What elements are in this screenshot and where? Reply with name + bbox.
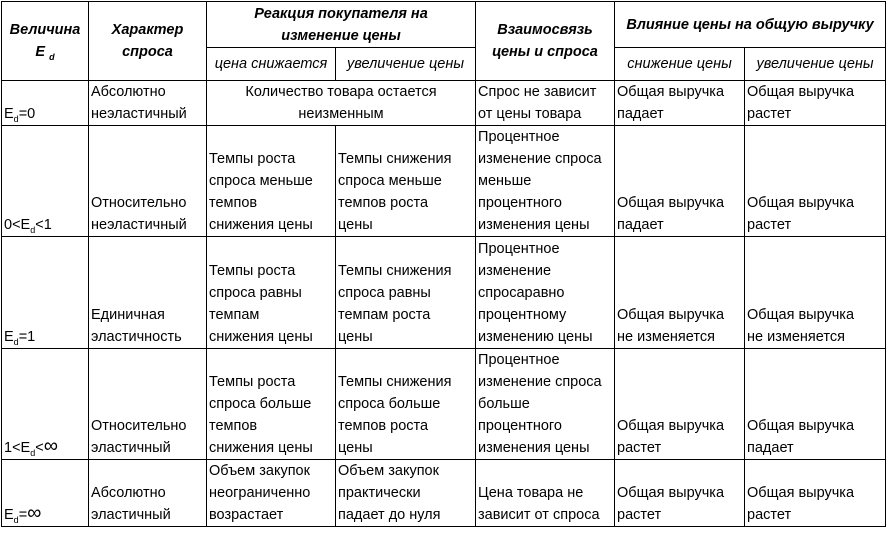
revenue-decrease-cell: Общая выручка не изменяется	[615, 237, 745, 349]
character-cell: Относительно эластичный	[89, 349, 207, 460]
header-price-increases: увеличение цены	[336, 48, 476, 81]
table-row	[2, 81, 886, 126]
ed-cell: $E_d=1$	[2, 237, 89, 349]
character-cell: Единичная эластичность	[89, 237, 207, 349]
reaction-down-cell: Объем закупок неограниченно возрастает	[207, 460, 336, 527]
reaction-down-cell: Темпы роста спроса равны темпам снижения цены	[207, 237, 336, 349]
relationship-cell: Процентное изменение спроса меньше процентного изменения цены	[476, 126, 615, 237]
header-row-1	[2, 2, 886, 48]
table-row	[2, 237, 886, 349]
header-magnitude	[2, 2, 89, 81]
header-magnitude-line1: Величина	[9, 22, 81, 38]
elasticity-table	[1, 1, 886, 527]
table-row	[2, 126, 886, 237]
revenue-decrease-cell: Общая выручка падает	[615, 126, 745, 237]
header-demand-character: Характер спроса	[89, 2, 207, 81]
revenue-increase-cell: Общая выручка растет	[745, 126, 886, 237]
character-cell: Абсолютно эластичный	[89, 460, 207, 527]
revenue-decrease-cell: Общая выручка растет	[615, 460, 745, 527]
reaction-up-cell: Темпы снижения спроса больше темпов роста цены	[336, 349, 476, 460]
header-relationship: Взаимосвязь цены и спроса	[476, 2, 615, 81]
header-magnitude-sub: d	[49, 51, 55, 62]
relationship-cell: Спрос не зависит от цены товара	[476, 81, 615, 126]
relationship-cell: Процентное изменение спросаравно процентному изменению цены	[476, 237, 615, 349]
character-cell: Абсолютно неэластичный	[89, 81, 207, 126]
reaction-down-cell: Темпы роста спроса меньше темпов снижения цены	[207, 126, 336, 237]
revenue-decrease-cell: Общая выручка падает	[615, 81, 745, 126]
header-price-decrease: снижение цены	[615, 48, 745, 81]
ed-cell: $E_d=0$	[2, 81, 89, 126]
header-buyer-reaction: Реакция покупателя на изменение цены	[207, 2, 476, 48]
header-price-decreases: цена снижается	[207, 48, 336, 81]
table-row	[2, 349, 886, 460]
reaction-merged-cell: Количество товара остается неизменным	[207, 81, 476, 126]
reaction-up-cell: Темпы снижения спроса меньше темпов роста цены	[336, 126, 476, 237]
relationship-cell: Процентное изменение спроса больше процентного изменения цены	[476, 349, 615, 460]
character-cell: Относительно неэластичный	[89, 126, 207, 237]
revenue-decrease-cell: Общая выручка растет	[615, 349, 745, 460]
revenue-increase-cell: Общая выручка растет	[745, 460, 886, 527]
reaction-up-cell: Объем закупок практически падает до нуля	[336, 460, 476, 527]
ed-cell: $0<E_d<1$	[2, 126, 89, 237]
header-price-increase: увеличение цены	[745, 48, 886, 81]
header-revenue-effect: Влияние цены на общую выручку	[615, 2, 886, 48]
ed-cell: $E_d=\infty$	[2, 460, 89, 527]
revenue-increase-cell: Общая выручка падает	[745, 349, 886, 460]
table-row	[2, 460, 886, 527]
reaction-up-cell: Темпы снижения спроса равны темпам роста цены	[336, 237, 476, 349]
relationship-cell: Цена товара не зависит от спроса	[476, 460, 615, 527]
ed-cell: $1<E_d<\infty$	[2, 349, 89, 460]
reaction-down-cell: Темпы роста спроса больше темпов снижения цены	[207, 349, 336, 460]
header-magnitude-symbol: E	[35, 44, 46, 60]
revenue-increase-cell: Общая выручка не изменяется	[745, 237, 886, 349]
revenue-increase-cell: Общая выручка растет	[745, 81, 886, 126]
